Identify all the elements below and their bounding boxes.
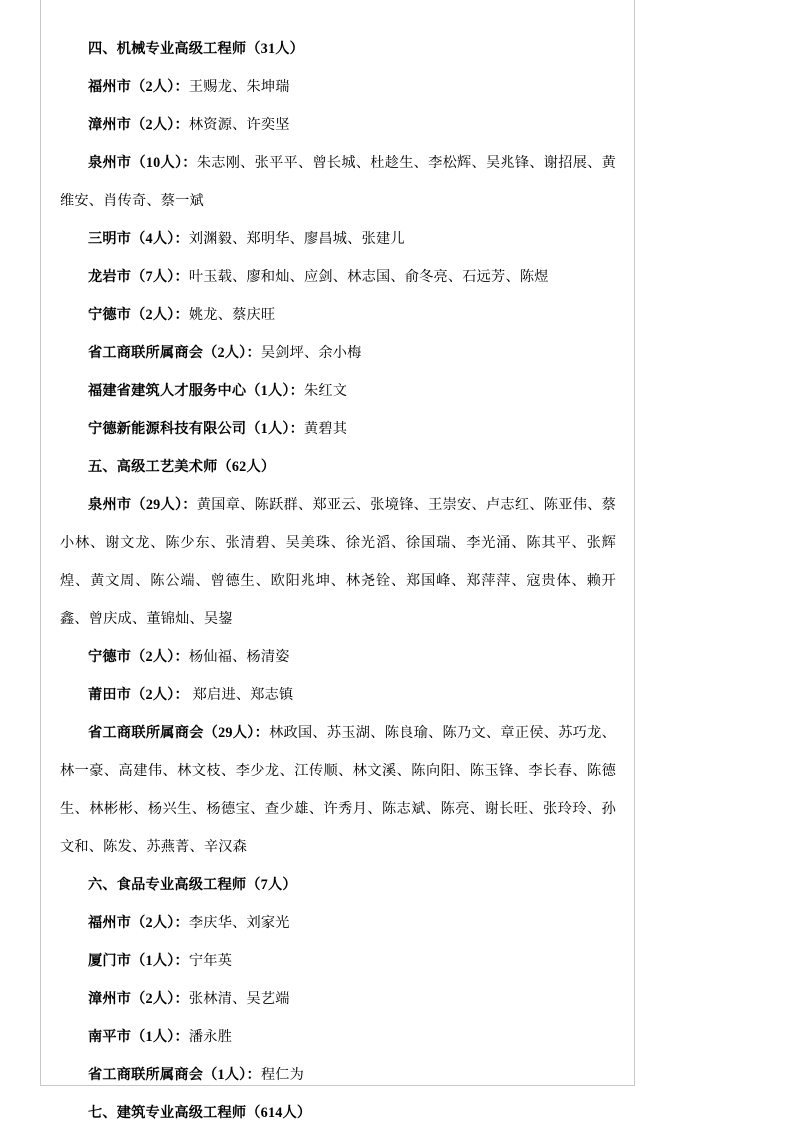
entry-lead: 泉州市（10人）： xyxy=(88,155,197,171)
entry-names: 杨仙福、杨清姿 xyxy=(188,649,290,665)
entry-names: 程仁为 xyxy=(260,1067,305,1083)
entry-line xyxy=(60,220,616,258)
entry-line xyxy=(60,486,616,638)
entry-line xyxy=(60,676,616,714)
entry-names: 宁年英 xyxy=(188,953,233,969)
entry-names: 朱志刚、张平平、曾长城、杜趁生、李松辉、吴兆锋、谢招展、黄维安、肖传奇、蔡一斌 xyxy=(60,155,617,209)
entry-line xyxy=(60,638,616,676)
entry-names: 张林清、吴艺端 xyxy=(188,991,290,1007)
entry-line xyxy=(60,296,616,334)
entry-line xyxy=(60,372,616,410)
entry-line xyxy=(60,334,616,372)
entry-line xyxy=(60,1056,616,1094)
entry-line xyxy=(60,258,616,296)
entry-lead: 泉州市（29人）： xyxy=(88,497,197,513)
entry-line xyxy=(60,410,616,448)
section-heading-6: 六、食品专业高级工程师（7人） xyxy=(88,877,297,893)
page-frame-left-border xyxy=(40,0,41,1085)
entry-line xyxy=(60,1018,616,1056)
entry-line xyxy=(60,904,616,942)
entry-lead: 省工商联所属商会（29人）： xyxy=(88,725,270,741)
entry-names: 王赐龙、朱坤瑞 xyxy=(188,79,290,95)
entry-names: 朱红文 xyxy=(304,383,348,399)
entry-lead: 福州市（2人）： xyxy=(88,915,189,931)
entry-line xyxy=(60,144,616,220)
entry-line xyxy=(60,106,616,144)
entry-lead: 漳州市（2人）： xyxy=(88,991,189,1007)
section-heading-5: 五、高级工艺美术师（62人） xyxy=(88,459,276,475)
entry-lead: 龙岩市（7人）： xyxy=(88,269,189,285)
entry-lead: 漳州市（2人）： xyxy=(88,117,189,133)
entry-names: 叶玉载、廖和灿、应剑、林志国、俞冬亮、石远芳、陈煜 xyxy=(188,269,549,285)
entry-lead: 宁德市（2人）： xyxy=(88,307,189,323)
entry-lead: 宁德新能源科技有限公司（1人）： xyxy=(88,421,305,437)
entry-lead: 莆田市（2人）： xyxy=(88,687,189,703)
entry-names: 黄国章、陈跃群、郑亚云、张境锋、王崇安、卢志红、陈亚伟、蔡小林、谢文龙、陈少东、张清碧、吴美珠、徐光滔、徐国瑞、李光涌、陈其平、张辉煌、黄文周、陈公端、曾德生、欧阳兆坤、林尧铨、郑国峰、郑萍萍、寇贵体、赖开鑫、曾庆成、董锦灿、吴鋆 xyxy=(60,497,617,627)
page-frame-right-border xyxy=(634,0,635,1085)
entry-lead: 福州市（2人）： xyxy=(88,79,189,95)
entry-names: 李庆华、刘家光 xyxy=(188,915,290,931)
entry-lead: 南平市（1人）： xyxy=(88,1029,189,1045)
entry-names: 吴剑坪、余小梅 xyxy=(260,345,362,361)
entry-line xyxy=(60,68,616,106)
entry-names: 黄碧其 xyxy=(304,421,348,437)
section-heading-4: 四、机械专业高级工程师（31人） xyxy=(88,41,305,57)
entry-lead: 宁德市（2人）： xyxy=(88,649,189,665)
document-body xyxy=(60,30,616,1123)
entry-names: 郑启进、郑志镇 xyxy=(188,687,294,703)
entry-names: 姚龙、蔡庆旺 xyxy=(188,307,276,323)
entry-lead: 省工商联所属商会（2人）： xyxy=(88,345,261,361)
entry-lead: 厦门市（1人）： xyxy=(88,953,189,969)
entry-lead: 省工商联所属商会（1人）： xyxy=(88,1067,261,1083)
entry-lead: 福建省建筑人才服务中心（1人）： xyxy=(88,383,305,399)
entry-line xyxy=(60,942,616,980)
entry-lead: 三明市（4人）： xyxy=(88,231,189,247)
entry-line xyxy=(60,714,616,866)
entry-names: 林政国、苏玉湖、陈良瑜、陈乃文、章正侯、苏巧龙、林一豪、高建伟、林文枝、李少龙、江传顺、林文溪、陈向阳、陈玉锋、李长春、陈德生、林彬彬、杨兴生、杨德宝、查少雄、许秀月、陈志斌、陈亮、谢长旺、张玲玲、孙文和、陈发、苏燕菁、辛汉森 xyxy=(60,725,616,855)
entry-line xyxy=(60,980,616,1018)
entry-names: 林资源、许奕坚 xyxy=(188,117,290,133)
section-heading-7: 七、建筑专业高级工程师（614人） xyxy=(88,1105,312,1121)
entry-names: 潘永胜 xyxy=(188,1029,233,1045)
entry-names: 刘渊毅、郑明华、廖昌城、张建儿 xyxy=(188,231,405,247)
